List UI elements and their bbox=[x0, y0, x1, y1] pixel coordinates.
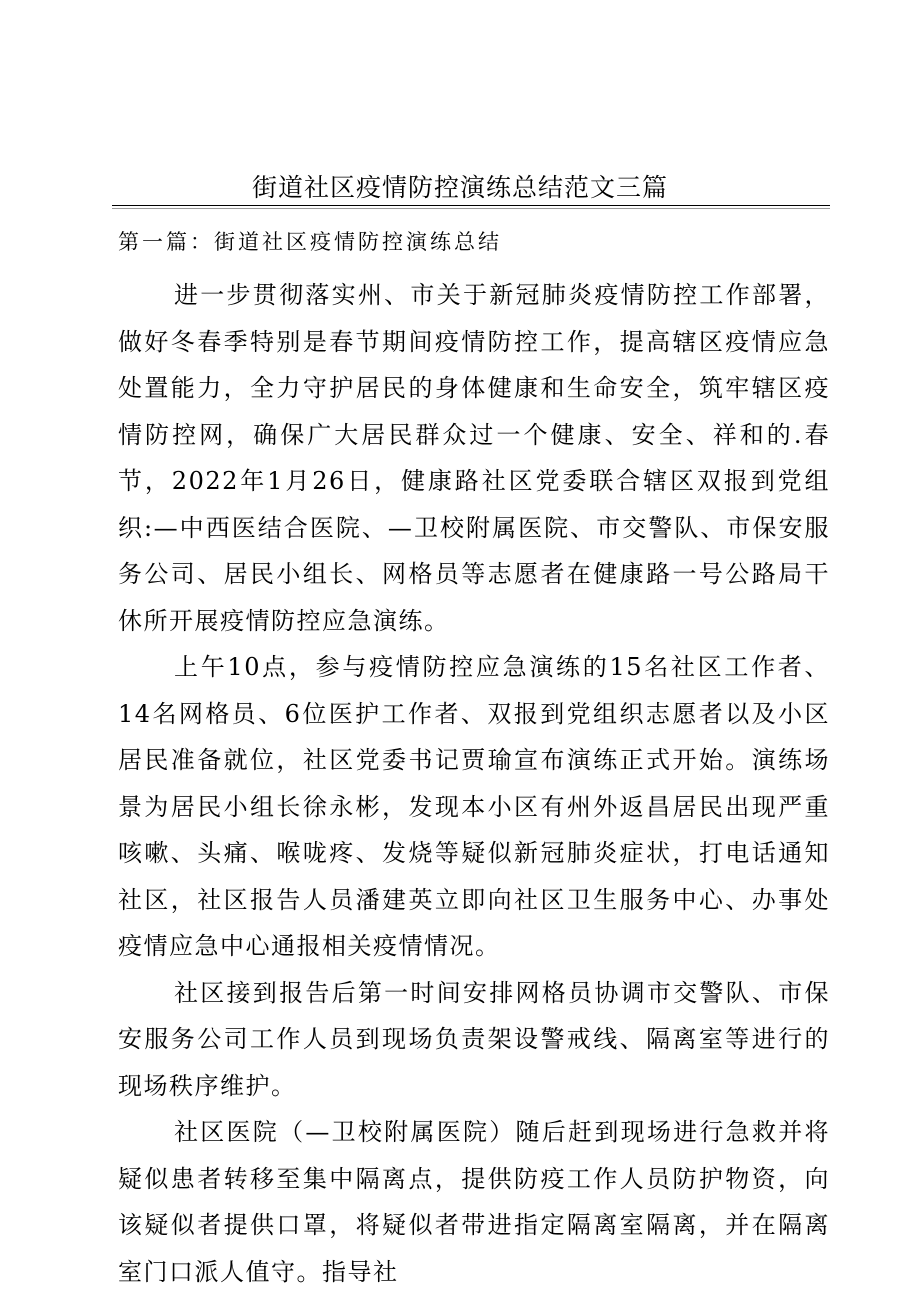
paragraph: 上午10点，参与疫情防控应急演练的15名社区工作者、14名网格员、6位医护工作者、双报到党组织志愿者以及小区居民准备就位，社区党委书记贾瑜宣布演练正式开始。演练场景为居民小组长徐永彬，发现本小区有州外返昌居民出现严重咳嗽、头痛、喉咙疼、发烧等疑似新冠肺炎症状，打电话通知社区，社区报告人员潘建英立即向社区卫生服务中心、办事处疫情应急中心通报相关疫情情况。 bbox=[118, 653, 830, 960]
paragraph: 进一步贯彻落实州、市关于新冠肺炎疫情防控工作部署，做好冬春季特别是春节期间疫情防控工作，提高辖区疫情应急处置能力，全力守护居民的身体健康和生命安全，筑牢辖区疫情防控网，确保广大居民群众过一个健康、安全、祥和的.春节，2022年1月26日，健康路社区党委联合辖区双报到党组织:—中西医结合医院、—卫校附属医院、市交警队、市保安服务公司、居民小组长、网格员等志愿者在健康路一号公路局干休所开展疫情防控应急演练。 bbox=[118, 281, 830, 635]
document-body bbox=[118, 272, 830, 1295]
title-divider bbox=[112, 205, 830, 206]
document-title: 街道社区疫情防控演练总结范文三篇 bbox=[251, 173, 668, 202]
title-divider-shadow bbox=[112, 208, 830, 209]
paragraph: 社区医院（—卫校附属医院）随后赶到现场进行急救并将疑似患者转移至集中隔离点，提供防疫工作人员防护物资，向该疑似者提供口罩，将疑似者带进指定隔离室隔离，并在隔离室门口派人值守。指导社 bbox=[118, 1118, 830, 1286]
section-heading: 第一篇：街道社区疫情防控演练总结 bbox=[118, 230, 502, 254]
paragraph: 社区接到报告后第一时间安排网格员协调市交警队、市保安服务公司工作人员到现场负责架设警戒线、隔离室等进行的现场秩序维护。 bbox=[118, 978, 830, 1100]
